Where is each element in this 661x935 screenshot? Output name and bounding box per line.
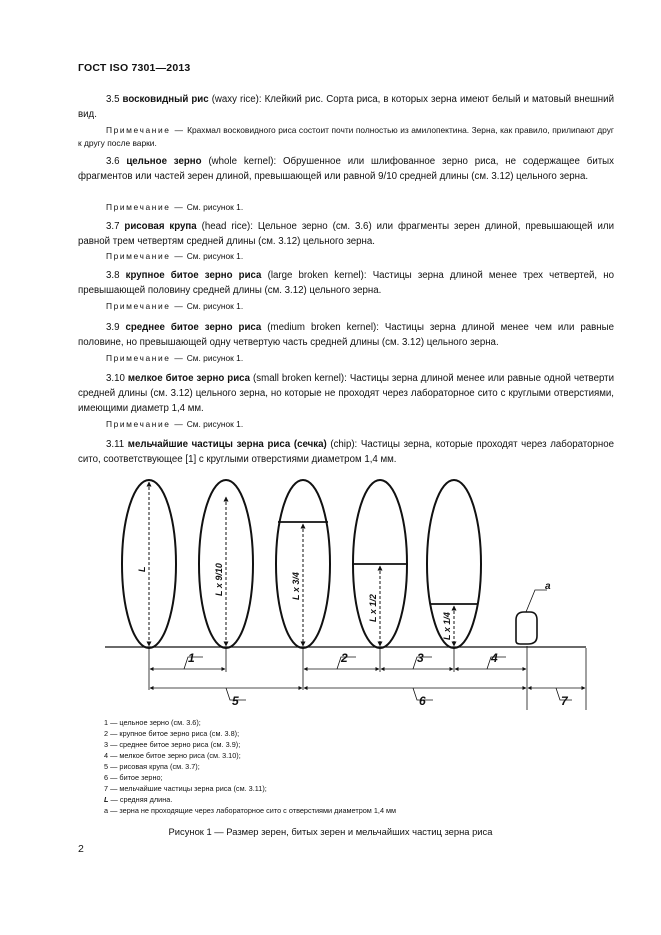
label-1: 1 xyxy=(188,651,195,665)
note-3-7: Примечание — См. рисунок 1. xyxy=(106,251,244,261)
note-3-8: Примечание — См. рисунок 1. xyxy=(106,301,244,311)
grain-label-1-2: L x 1/2 xyxy=(368,594,378,622)
figure-legend: 1 — цельное зерно (см. 3.6); 2 — крупное битое зерно риса (см. 3.8); 3 — среднее битое зерно риса (см. 3.9); 4 — мелкое битое зерно риса (см. 3.10); 5 — рисовая крупа (см. 3.7); 6 — битое зерно; 7 — мельчайшие частицы зерна риса (см. 3.11); L — средняя длина. a — зерна не проходящие через лабораторное сито с отверстиями диаметром 1,4 мм xyxy=(104,718,397,815)
note-3-6: Примечание — См. рисунок 1. xyxy=(106,202,244,212)
label-5: 5 xyxy=(232,694,239,708)
term-3-6: 3.6 цельное зерно (whole kernel): Обрушенное или шлифованное зерно риса, не содержащее битых фрагментов или частей зерен длиной, превышающей или равной 9/10 средней длины (см. 3.12) цельного зерна. xyxy=(78,156,614,182)
label-7: 7 xyxy=(561,694,568,708)
grain-label-1-4: L x 1/4 xyxy=(442,612,452,640)
term-3-10: 3.10 мелкое битое зерно риса (small broken kernel): Частицы зерна длиной менее или равные одной четверти средней длины (см. 3.12) цельного зерна, но которые не проходят через лабораторное сито с круглыми отверстиями, имеющими диаметр 1,4 мм. xyxy=(78,373,614,414)
term-3-5: 3.5 восковидный рис (waxy rice): Клейкий рис. Сорта риса, в которых зерна имеют белый и матовый внешний вид. xyxy=(78,94,614,120)
grain-label-9-10: L x 9/10 xyxy=(214,563,224,596)
label-a: a xyxy=(545,581,551,592)
label-4: 4 xyxy=(491,651,498,665)
page-number: 2 xyxy=(78,843,84,855)
term-3-8: 3.8 крупное битое зерно риса (large broken kernel): Частицы зерна длиной менее трех четвертей, но превышающей половину средней длины (см. 3.12) цельного зерна. xyxy=(78,270,614,296)
label-6: 6 xyxy=(419,694,426,708)
note-3-5: Примечание — Крахмал восковидного риса состоит почти полностью из амилопектина. Зерна, как правило, прилипают друг к другу после варки. xyxy=(78,125,614,148)
grain-label-L: L xyxy=(137,566,147,572)
label-2: 2 xyxy=(341,651,348,665)
term-3-7: 3.7 рисовая крупа (head rice): Цельное зерно (см. 3.6) или фрагменты зерен длиной, превышающей или равной трем четвертям средней длины (см. 3.12) цельного зерна. xyxy=(78,221,614,247)
grain-chip xyxy=(516,612,537,644)
term-3-9: 3.9 среднее битое зерно риса (medium broken kernel): Частицы зерна длиной менее чем или равные половине, но превышающей одну четвертую часть средней длины (см. 3.12) цельного зерна. xyxy=(78,322,614,348)
label-3: 3 xyxy=(417,651,424,665)
note-3-9: Примечание — См. рисунок 1. xyxy=(106,353,244,363)
grain-label-3-4: L x 3/4 xyxy=(291,572,301,600)
note-3-10: Примечание — См. рисунок 1. xyxy=(106,419,244,429)
term-3-11: 3.11 мельчайшие частицы зерна риса (сечка) (chip): Частицы зерна, которые проходят через лабораторное сито, соответствующее [1] с круглыми отверстиями диаметром 1,4 мм. xyxy=(78,439,614,465)
document-header: ГОСТ ISO 7301—2013 xyxy=(78,62,191,74)
figure-caption: Рисунок 1 — Размер зерен, битых зерен и мельчайших частиц зерна риса xyxy=(168,826,493,837)
